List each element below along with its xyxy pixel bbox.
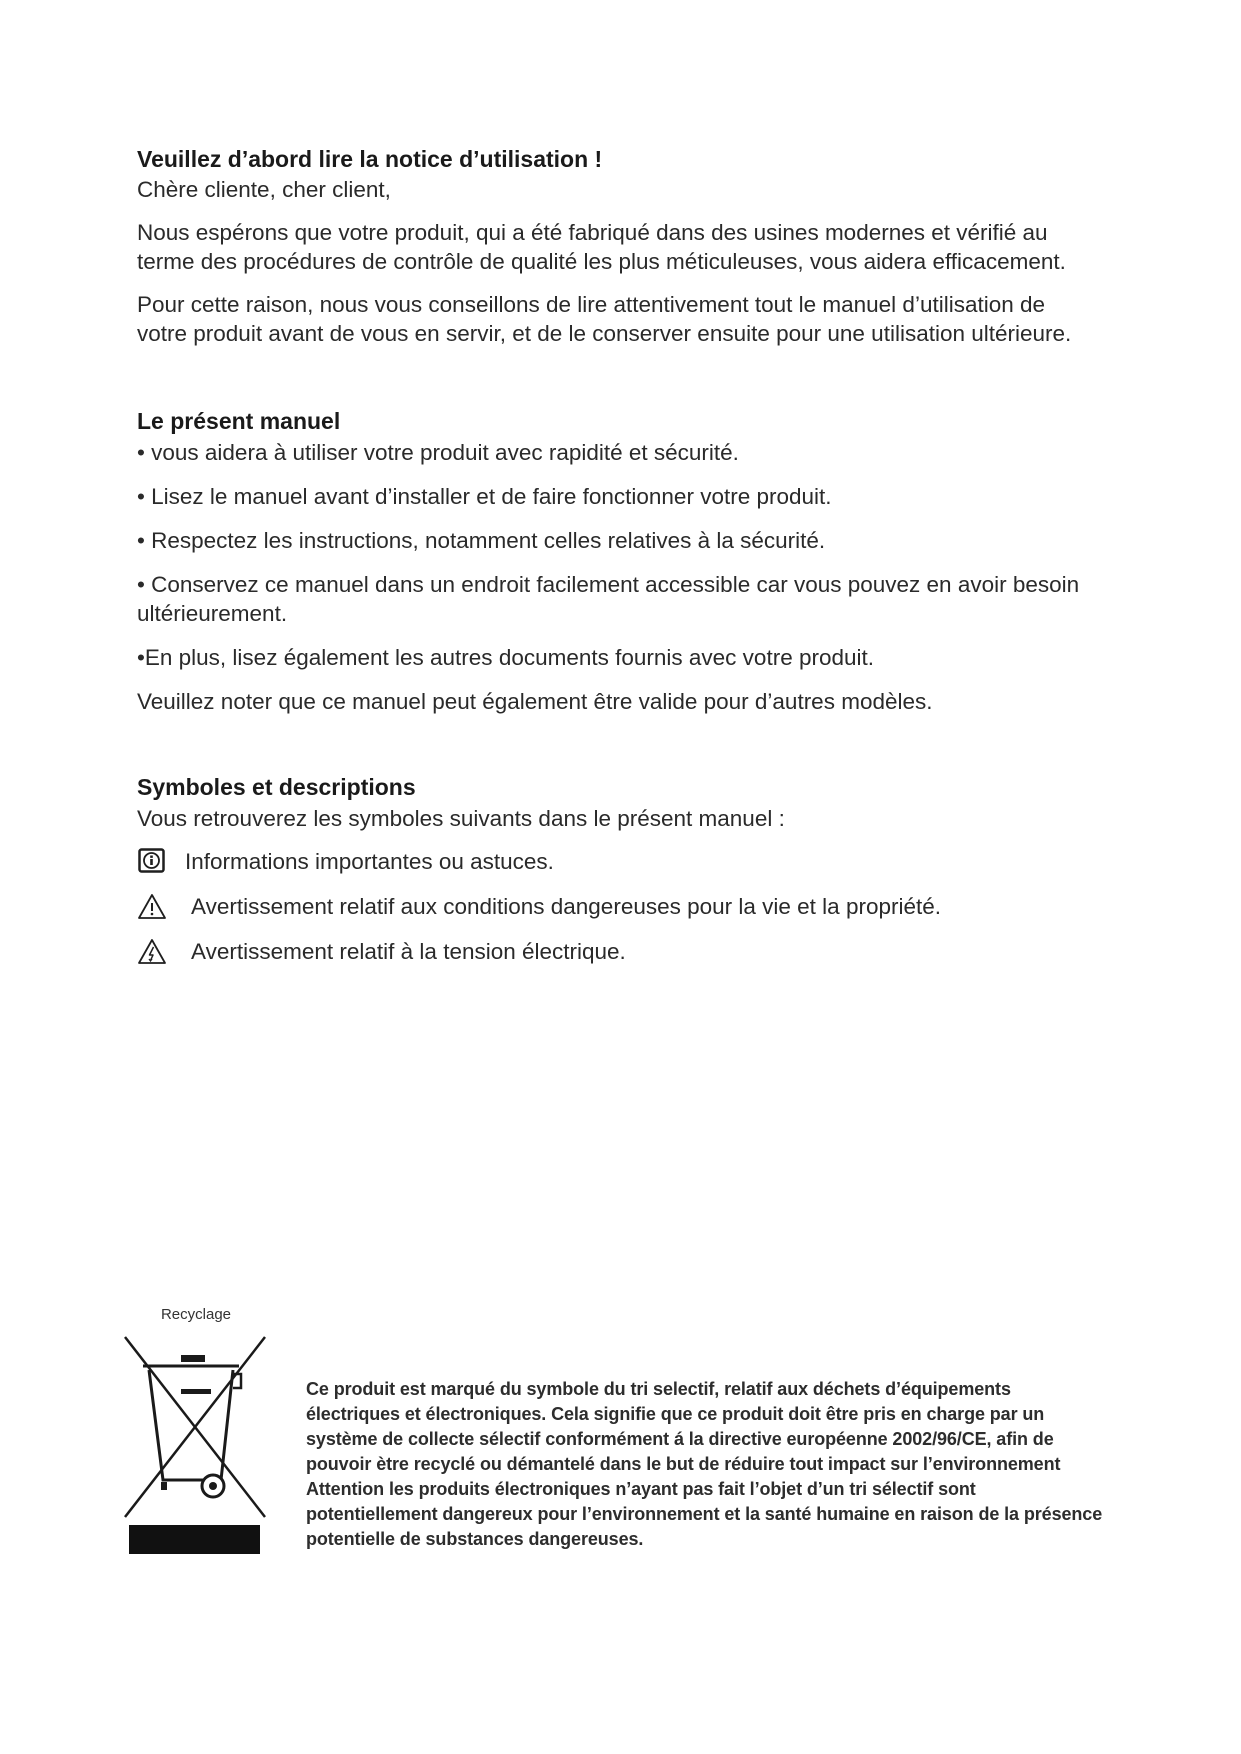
greeting: Chère cliente, cher client, [137, 177, 391, 202]
list-item: • vous aidera à utiliser votre produit avec rapidité et sécurité. [137, 440, 739, 465]
manual-section [137, 407, 1097, 716]
intro-section [137, 145, 1097, 348]
warning-icon [137, 892, 167, 922]
symbols-title: Symboles et descriptions [137, 774, 416, 800]
electric-warning-icon [137, 937, 167, 967]
main-content [137, 145, 1097, 966]
symbols-section [137, 773, 1097, 966]
list-item: • Lisez le manuel avant d’installer et de faire fonctionner votre produit. [137, 484, 832, 509]
intro-paragraph-1: Nous espérons que votre produit, qui a été fabriqué dans des usines modernes et vérifié au terme des procédures de contrôle de qualité les plus méticuleuses, vous aidera efficacement. [137, 220, 1066, 274]
symbol-row-electric [137, 937, 1097, 966]
recycling-text: Ce produit est marqué du symbole du tri selectif, relatif aux déchets d’équipements électriques et électroniques. Cela signifie que ce produit doit être pris en charge par un système de collecte sélectif conformément á la directive européenne 2002/96/CE, afin de pouvoir ètre recyclé ou démantelé dans le but de réduire tout impact sur l’environnement Attention les produits électroniques n’ayant pas fait l’objet d’un tri sélectif sont potentiellement dangereux pour l’environnement et la santé humaine en raison de la présence potentielle de substances dangereuses. [306, 1379, 1103, 1549]
crossed-out-wheelie-bin-icon [121, 1332, 271, 1556]
manual-note: Veuillez noter que ce manuel peut également être valide pour d’autres modèles. [137, 689, 933, 714]
symbol-row-warning [137, 892, 1097, 921]
manual-bullet-list [137, 438, 1097, 672]
info-icon [137, 847, 167, 877]
intro-title: Veuillez d’abord lire la notice d’utilisation ! [137, 146, 603, 172]
recycling-label: Recyclage [160, 1306, 232, 1323]
symbol-text-electric: Avertissement relatif à la tension électrique. [191, 939, 626, 964]
manual-title: Le présent manuel [137, 408, 341, 434]
list-item: •En plus, lisez également les autres documents fournis avec votre produit. [137, 645, 875, 670]
list-item: • Respectez les instructions, notamment celles relatives à la sécurité. [137, 528, 826, 553]
intro-paragraph-2: Pour cette raison, nous vous conseillons de lire attentivement tout le manuel d’utilisation de votre produit avant de vous en servir, et de le conserver ensuite pour une utilisation ultérieure. [137, 292, 1072, 346]
list-item: • Conservez ce manuel dans un endroit facilement accessible car vous pouvez en avoir besoin ultérieurement. [137, 572, 1080, 626]
recycling-block [121, 1306, 271, 1552]
symbol-row-info [137, 847, 1097, 876]
symbol-text-info: Informations importantes ou astuces. [185, 849, 554, 874]
symbols-intro: Vous retrouverez les symboles suivants dans le présent manuel : [137, 806, 785, 831]
symbol-text-warning: Avertissement relatif aux conditions dangereuses pour la vie et la propriété. [191, 894, 942, 919]
